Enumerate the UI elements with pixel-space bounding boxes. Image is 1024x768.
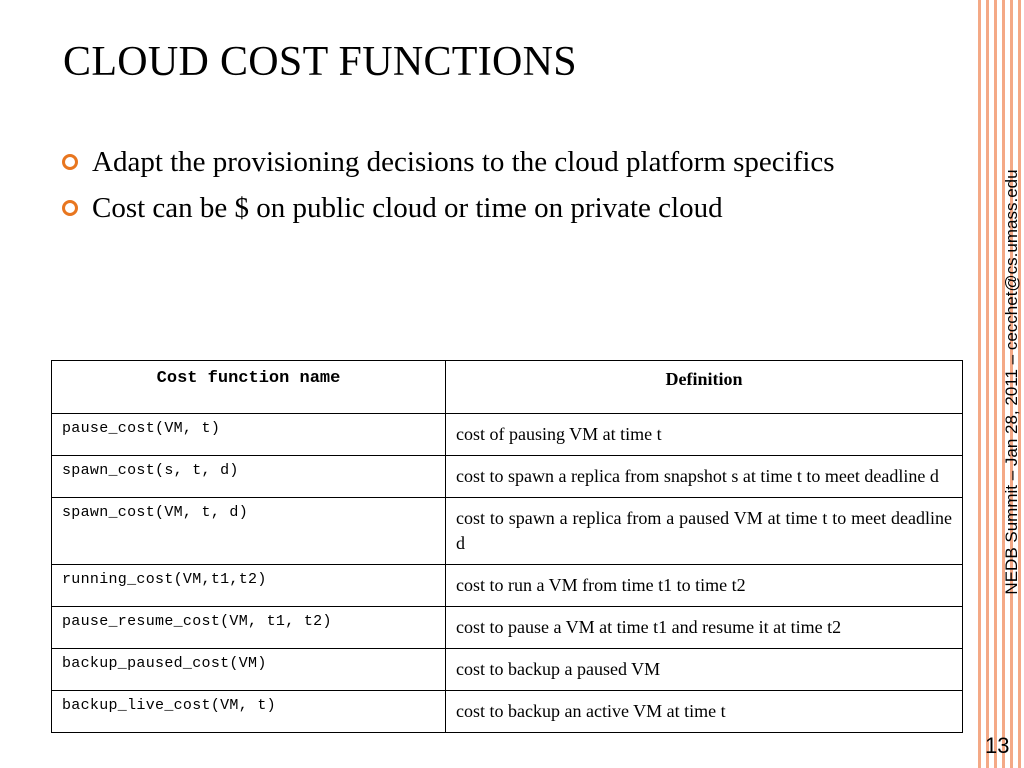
table-row bbox=[52, 607, 963, 649]
table-row bbox=[52, 456, 963, 498]
definition-cell: cost to backup an active VM at time t bbox=[446, 691, 963, 733]
table-row bbox=[52, 649, 963, 691]
function-name-cell: backup_live_cost(VM, t) bbox=[52, 691, 446, 733]
page-number: 13 bbox=[985, 733, 1010, 758]
function-name-cell: pause_resume_cost(VM, t1, t2) bbox=[52, 607, 446, 649]
definition-cell: cost to backup a paused VM bbox=[446, 649, 963, 691]
definition-cell: cost of pausing VM at time t bbox=[446, 414, 963, 456]
function-name-cell: pause_cost(VM, t) bbox=[52, 414, 446, 456]
header-cost-function-name: Cost function name bbox=[52, 361, 446, 414]
definition-cell: cost to spawn a replica from a paused VM at time t to meet deadline d bbox=[446, 498, 963, 565]
definition-cell: cost to run a VM from time t1 to time t2 bbox=[446, 565, 963, 607]
function-name-cell: running_cost(VM,t1,t2) bbox=[52, 565, 446, 607]
bullet-item bbox=[62, 142, 912, 182]
table-row bbox=[52, 498, 963, 565]
table-row bbox=[52, 691, 963, 733]
bullet-ring-icon bbox=[62, 154, 78, 170]
bullet-item bbox=[62, 188, 912, 228]
header-definition: Definition bbox=[446, 361, 963, 414]
footer-vertical-text: NEDB Summit – Jan 28, 2011 – cecchet@cs.umass.edu bbox=[1002, 169, 1021, 595]
bullet-list bbox=[62, 142, 912, 234]
function-name-cell: spawn_cost(VM, t, d) bbox=[52, 498, 446, 565]
table-header-row bbox=[52, 361, 963, 414]
table-row bbox=[52, 414, 963, 456]
bullet-text: Adapt the provisioning decisions to the cloud platform specifics bbox=[92, 146, 835, 178]
definition-cell: cost to spawn a replica from snapshot s at time t to meet deadline d bbox=[446, 456, 963, 498]
cost-function-table bbox=[51, 360, 963, 733]
table-row bbox=[52, 565, 963, 607]
bullet-text: Cost can be $ on public cloud or time on private cloud bbox=[92, 192, 723, 224]
bullet-ring-icon bbox=[62, 200, 78, 216]
function-name-cell: spawn_cost(s, t, d) bbox=[52, 456, 446, 498]
slide-title: CLOUD COST FUNCTIONS bbox=[63, 39, 577, 85]
definition-cell: cost to pause a VM at time t1 and resume it at time t2 bbox=[446, 607, 963, 649]
function-name-cell: backup_paused_cost(VM) bbox=[52, 649, 446, 691]
